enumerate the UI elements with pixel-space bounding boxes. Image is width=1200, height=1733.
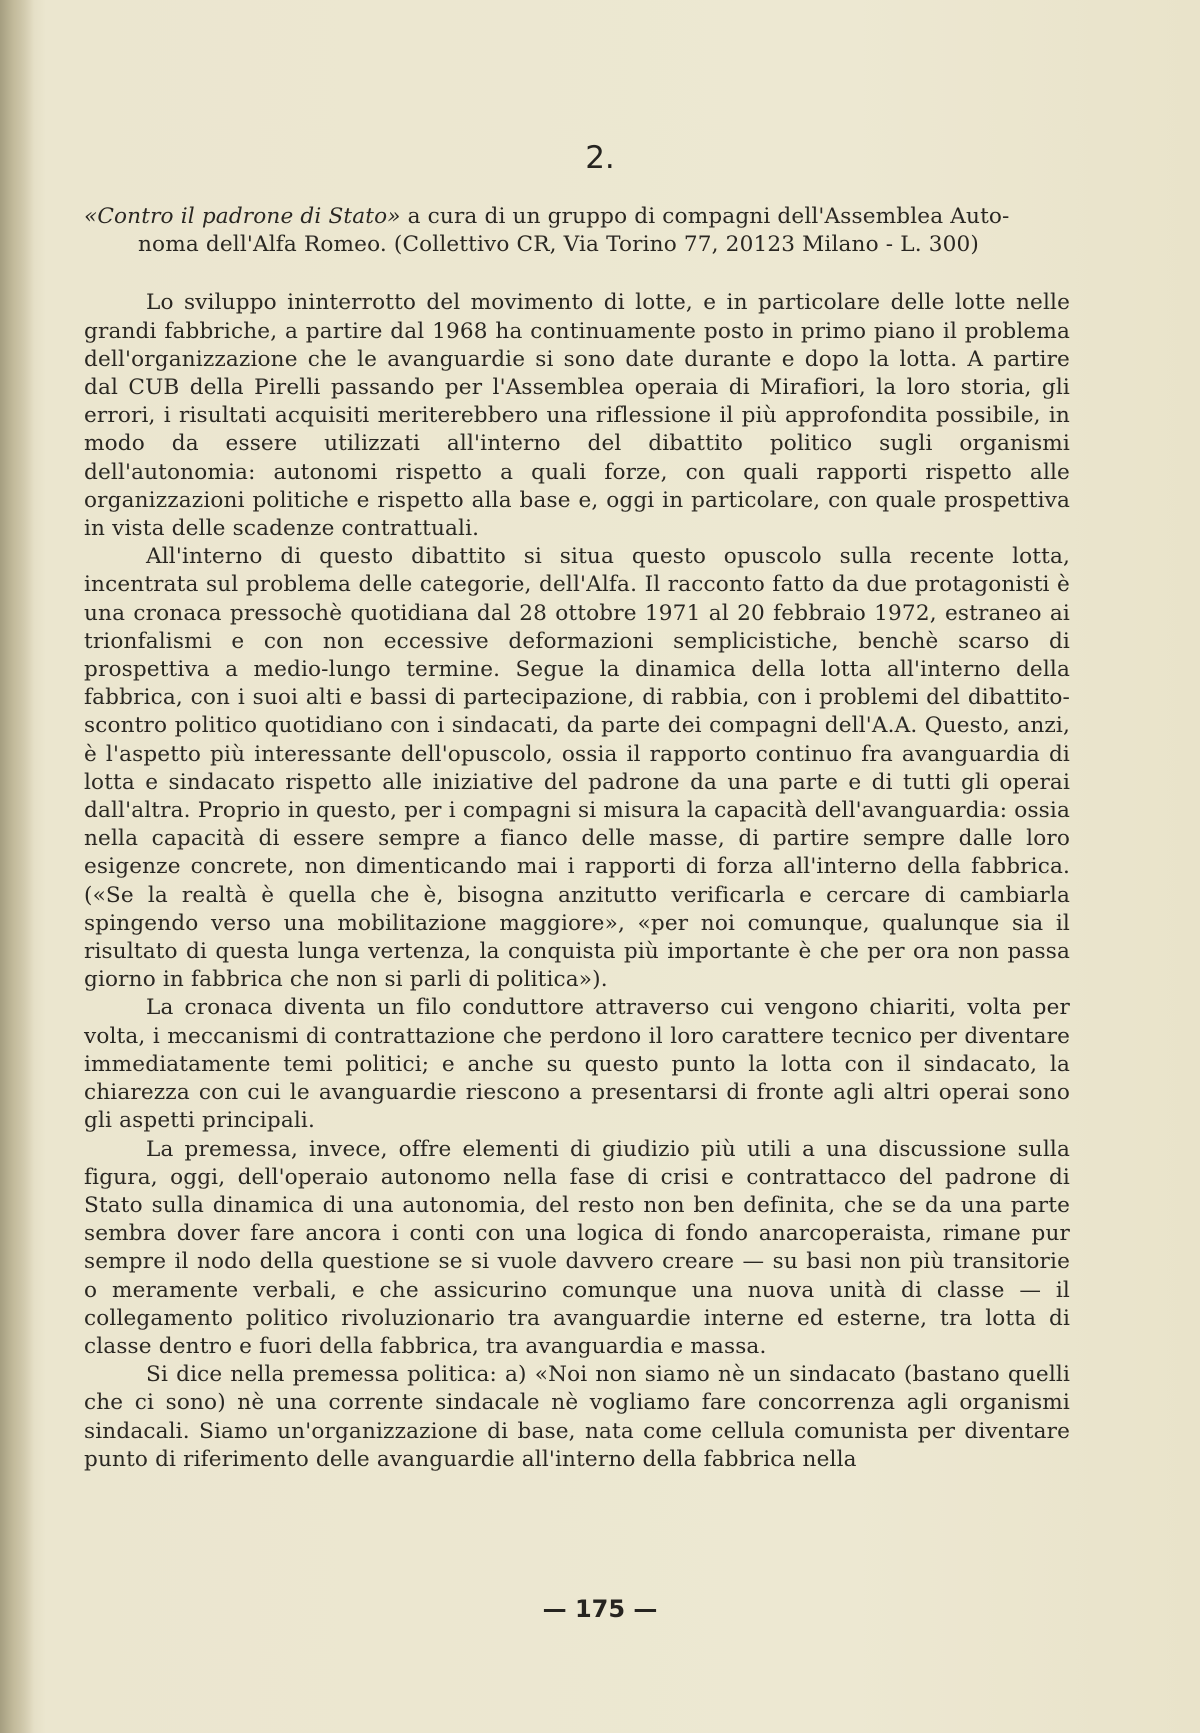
paragraph: Si dice nella premessa politica: a) «Noi non siamo nè un sindacato (bastano quelli che ci sono) nè una corrente sindacale nè vogliamo fare concorrenza agli organismi sindacali. Siamo un'organizzazione di base, nata come cellula comunista per diventare punto di riferimento delle avanguardie all'interno della fabbrica nella [84,1362,1070,1472]
paragraph: La cronaca diventa un filo conduttore attraverso cui vengono chiariti, volta per volta, i meccanismi di contrattazione che perdono il loro carattere tecnico per diventare immediatamente temi politici; e anche su questo punto la lotta con il sindacato, la chiarezza con cui le avanguardie riescono a presentarsi di fronte agli altri operai sono gli aspetti principali. [84,995,1070,1134]
book-title: «Contro il padrone di Stato» [84,204,401,229]
paragraph: La premessa, invece, offre elementi di giudizio più utili a una discussione sulla figura, oggi, dell'operaio autonomo nella fase di crisi e contrattacco del padrone di Stato sulla dinamica di una autonomia, del resto non ben definita, che se da una parte sembra dover fare ancora i conti con una logica di fondo anarcoperaista, rimane pur sempre il nodo della questione se si vuole davvero creare — su basi non più transitorie o meramente verbali, e che assicurino comunque una nuova unità di classe — il collegamento politico rivoluzionario tra avanguardie interne ed esterne, tra lotta di classe dentro e fuori della fabbrica, tra avanguardia e massa. [84,1136,1070,1359]
section-number: 2. [585,140,615,176]
paragraph: All'interno di questo dibattito si situa questo opuscolo sulla recente lotta, incentrata sul problema delle categorie, dell'Alfa. Il racconto fatto da due protagonisti è una cronaca pressochè quotidiana dal 28 ottobre 1971 al 20 febbraio 1972, estraneo ai trionfalismi e con non eccessive deformazioni semplicistiche, benchè scarso di prospettiva a medio-lungo termine. Segue la dinamica della lotta all'interno della fabbrica, con i suoi alti e bassi di partecipazione, di rabbia, con i problemi del dibattito-scontro politico quotidiano con i sindacati, da parte dei compagni dell'A.A. Questo, anzi, è l'aspetto più interessante dell'opuscolo, ossia il rapporto continuo fra avanguardia di lotta e sindacato rispetto alle iniziative del padrone da una parte e di tutti gli operai dall'altra. Proprio in questo, per i compagni si misura la capacità dell'avanguardia: ossia nella capacità di essere sempre a fianco delle masse, di partire sempre dalle loro esigenze concrete, non dimenticando mai i rapporti di forza all'interno della fabbrica. («Se la realtà è quella che è, bisogna anzitutto verificarla e cercare di cambiarla spingendo verso una mobilitazione maggiore», «per noi comunque, qualunque sia il risultato di questa lunga vertenza, la conquista più importante è che per ora non passa giorno in fabbrica che non si parli di politica»). [84,544,1070,993]
paragraph: Lo sviluppo ininterrotto del movimento di lotte, e in particolare delle lotte nelle grandi fabbriche, a partire dal 1968 ha continuamente posto in primo piano il problema dell'organizzazione che le avanguardie si sono date durante e dopo la lotta. A partire dal CUB della Pirelli passando per l'Assemblea operaia di Mirafiori, la loro storia, gli errori, i risultati acquisiti meriterebbero una riflessione il più approfondita possibile, in modo da essere utilizzati all'interno del dibattito politico sugli organismi dell'autonomia: autonomi rispetto a quali forze, con quali rapporti rispetto alle organizzazioni politiche e rispetto alla base e, oggi in particolare, con quale prospettiva in vista delle scadenze contrattuali. [84,290,1070,542]
page-number: — 175 — [542,1595,658,1623]
text-block [84,203,1070,1474]
bibliographic-line-2: noma dell'Alfa Romeo. (Collettivo CR, Via Torino 77, 20123 Milano - L. 300) [138,232,979,258]
bibliographic-reference [84,203,1070,259]
binding-shadow [0,0,34,1733]
bibliographic-line-1-rest: a cura di un gruppo di compagni dell'Assemblea Auto- [400,204,1010,229]
